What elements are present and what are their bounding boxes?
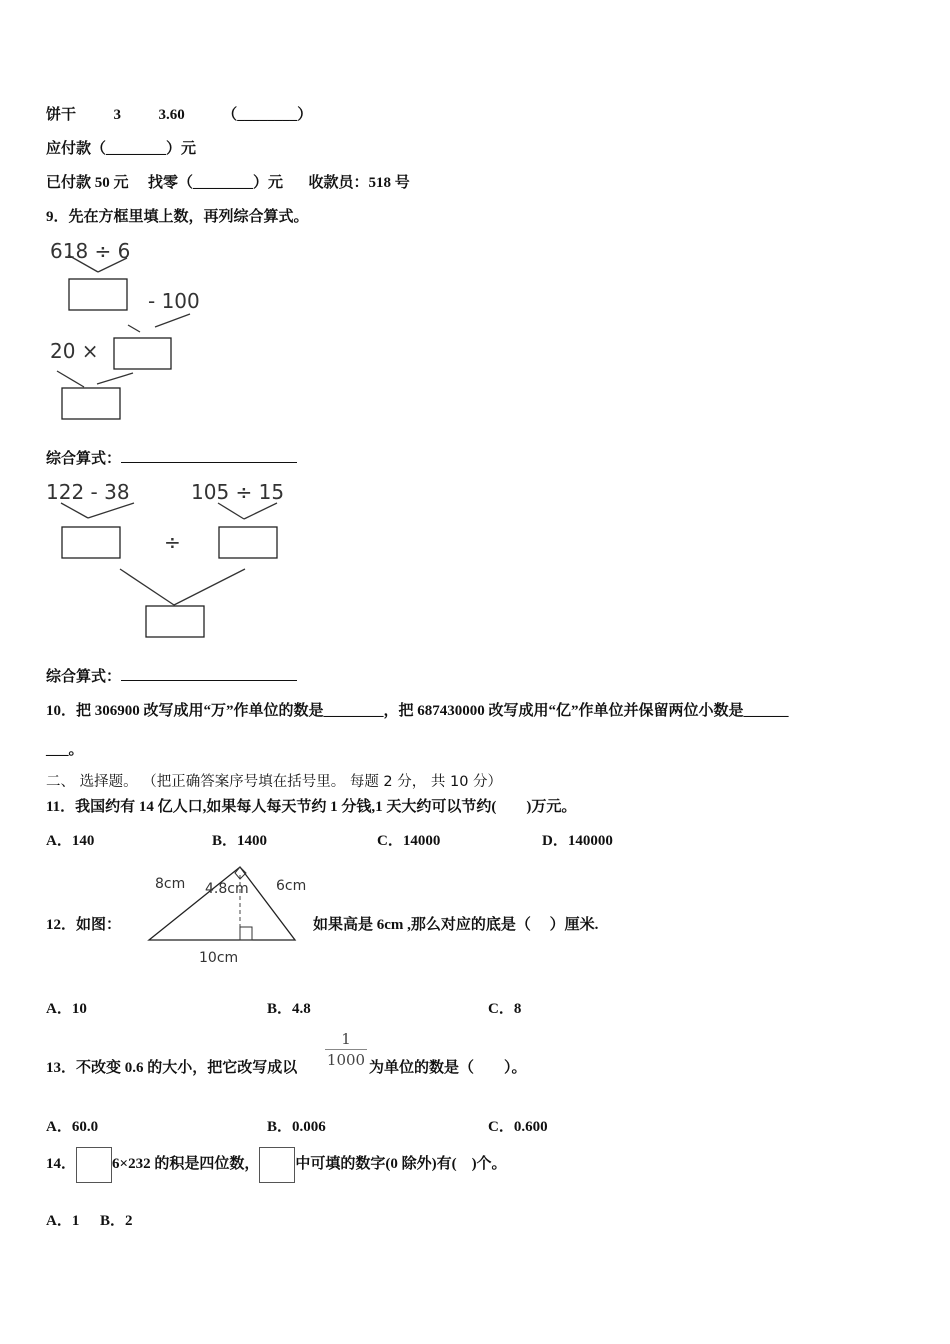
formula-label: 综合算式：	[46, 669, 122, 685]
formula-line-2	[46, 665, 297, 686]
paid-amount: 已付款 50 元	[46, 175, 129, 191]
q12-option-b[interactable]: B．4.8	[267, 1001, 311, 1017]
q11-prompt: 11．我国约有 14 亿人口,如果每人每天节约 1 分钱,1 天大约可以节约( )万元。	[46, 799, 577, 815]
q14-line	[46, 1145, 507, 1183]
q13-option-a[interactable]: A．60.0	[46, 1119, 99, 1135]
item-qty: 3	[113, 107, 122, 123]
formula-line-1	[46, 447, 297, 468]
tree2-left-expression: 122 - 38	[46, 480, 130, 504]
base-label-10cm: 10cm	[199, 950, 239, 966]
tree1-branch3-left	[57, 371, 84, 387]
q13-option-c[interactable]: C．0.600	[488, 1119, 548, 1135]
q14-digit-box-2[interactable]	[259, 1147, 295, 1183]
item-subtotal-blank: （________）	[222, 107, 313, 123]
tree1-top-expression: 618 ÷ 6	[50, 239, 131, 263]
payable-line: 应付款（________）元	[46, 141, 197, 157]
tree2-right-expression: 105 ÷ 15	[191, 480, 285, 504]
tree2-branch-c1	[120, 569, 174, 605]
change-blank: 找零（________）元	[148, 175, 284, 191]
tree2-branch-a1	[61, 503, 88, 518]
tree1-20-times: 20 ×	[50, 339, 99, 363]
tree2-divide-sign: ÷	[164, 530, 181, 554]
tree1-minus-100: - 100	[148, 289, 200, 313]
tree2-box-left[interactable]	[62, 527, 120, 558]
q14-suffix: 中可填的数字(0 除外)有( )个。	[295, 1156, 507, 1172]
q14-prefix: 14．	[46, 1156, 77, 1172]
tree1-box-1[interactable]	[69, 279, 127, 310]
q11-option-a[interactable]: A．140	[46, 833, 95, 849]
q11-option-d[interactable]: D．140000	[542, 833, 613, 849]
side-label-8cm: 8cm	[155, 876, 186, 892]
tree1-branch2-left	[128, 325, 140, 332]
tree2-branch-b2	[244, 503, 277, 519]
fraction-bar	[325, 1049, 367, 1050]
q11-option-c[interactable]: C．14000	[377, 833, 441, 849]
tree2-branch-b1	[218, 503, 244, 519]
q13-prefix: 13．不改变 0.6 的大小，把它改写成以	[46, 1060, 298, 1076]
q12-option-a[interactable]: A．10	[46, 1001, 87, 1017]
tree1-box-3[interactable]	[62, 388, 120, 419]
formula-answer-blank[interactable]	[121, 666, 297, 681]
q10-text-continued: ___。	[46, 742, 84, 758]
q10-text: 10．把 306900 改写成用“万”作单位的数是________，把 687430000 改写成用“亿”作单位并保留两位小数是______	[46, 703, 789, 719]
fraction-numerator: 1	[341, 1030, 351, 1048]
fraction-denominator: 1000	[326, 1051, 366, 1069]
height-label-4-8cm: 4.8cm	[205, 881, 249, 897]
tree1-box-2[interactable]	[114, 338, 171, 369]
side-label-6cm: 6cm	[276, 878, 307, 894]
tree2-branch-a2	[88, 503, 134, 518]
item-name: 饼干	[46, 107, 77, 123]
q13-option-b[interactable]: B．0.006	[267, 1119, 326, 1135]
q14-digit-box-1[interactable]	[76, 1147, 112, 1183]
item-price: 3.60	[158, 107, 185, 123]
q14-middle: 6×232 的积是四位数，	[112, 1156, 260, 1172]
tree2-branch-c2	[174, 569, 245, 605]
q14-option-b[interactable]: B．2	[100, 1213, 133, 1229]
cashier-id: 收款员：518 号	[308, 175, 410, 191]
q11-option-b[interactable]: B．1400	[212, 833, 268, 849]
formula-answer-blank[interactable]	[121, 448, 297, 463]
right-angle-mark-base	[240, 927, 252, 940]
formula-label: 综合算式：	[46, 451, 122, 467]
tree2-box-right[interactable]	[219, 527, 277, 558]
q13-suffix: 为单位的数是（ ）。	[369, 1060, 527, 1076]
q9-prompt: 9．先在方框里填上数，再列综合算式。	[46, 209, 309, 225]
q14-option-a[interactable]: A．1	[46, 1213, 80, 1229]
tree2-box-bottom[interactable]	[146, 606, 204, 637]
q13-fraction	[325, 1030, 367, 1069]
q12-suffix: 如果高是 6cm ,那么对应的底是（ ）厘米.	[313, 917, 599, 933]
tree1-branch3-right	[97, 373, 133, 384]
q12-option-c[interactable]: C．8	[488, 1001, 522, 1017]
section2-title: 二、 选择题。 （把正确答案序号填在括号里。 每题 2 分， 共 10 分）	[46, 774, 503, 790]
q12-prefix: 12．如图：	[46, 917, 122, 933]
tree1-branch2-right	[155, 314, 190, 327]
